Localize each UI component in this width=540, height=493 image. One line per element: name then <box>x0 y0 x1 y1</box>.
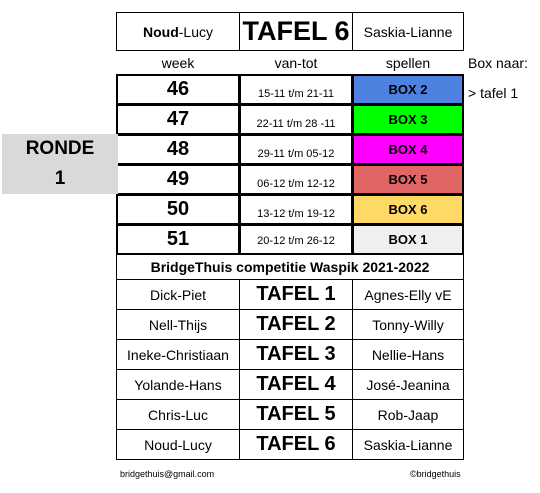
header-left-name-rest: -Lucy <box>178 23 213 40</box>
pair-left: Nell-Thijs <box>116 309 240 340</box>
footer-email: bridgethuis@gmail.com <box>120 469 215 479</box>
schedule-week: 50 <box>116 194 240 225</box>
pair-right: Agnes-Elly vE <box>352 279 464 310</box>
tafel-label: TAFEL 2 <box>239 309 353 340</box>
schedule-week: 47 <box>116 104 240 135</box>
schedule-range: 13-12 t/m 19-12 <box>239 194 353 225</box>
schedule-box: BOX 4 <box>352 134 464 165</box>
footer-copyright: ©bridgethuis <box>410 469 461 479</box>
schedule-range: 29-11 t/m 05-12 <box>239 134 353 165</box>
tafel-label: TAFEL 1 <box>239 279 353 310</box>
pair-left: Yolande-Hans <box>116 369 240 400</box>
ronde-label <box>2 134 118 194</box>
box-target: > tafel 1 <box>468 85 519 101</box>
pair-left: Ineke-Christiaan <box>116 339 240 370</box>
pair-left: Dick-Piet <box>116 279 240 310</box>
schedule-box: BOX 2 <box>352 74 464 105</box>
schedule-box: BOX 5 <box>352 164 464 195</box>
pair-left: Noud-Lucy <box>116 429 240 460</box>
header-right-pair: Saskia-Lianne <box>352 12 464 51</box>
header-title: TAFEL 6 <box>239 12 353 51</box>
schedule-range: 20-12 t/m 26-12 <box>239 224 353 255</box>
header-left-pair <box>116 12 240 51</box>
tafel-label: TAFEL 5 <box>239 399 353 430</box>
col-van-tot-heading: van-tot <box>274 55 318 71</box>
box-naar-label: Box naar: <box>468 55 528 71</box>
schedule-week: 51 <box>116 224 240 255</box>
schedule-box: BOX 1 <box>352 224 464 255</box>
pair-right: Tonny-Willy <box>352 309 464 340</box>
schedule-range: 06-12 t/m 12-12 <box>239 164 353 195</box>
col-week-heading: week <box>161 55 195 71</box>
pair-right: Rob-Jaap <box>352 399 464 430</box>
ronde-text: RONDE <box>25 138 95 159</box>
pair-right: Nellie-Hans <box>352 339 464 370</box>
schedule-week: 49 <box>116 164 240 195</box>
tafel-label: TAFEL 4 <box>239 369 353 400</box>
tafel-label: TAFEL 6 <box>239 429 353 460</box>
schedule-week: 48 <box>116 134 240 165</box>
schedule-range: 22-11 t/m 28 -11 <box>239 104 353 135</box>
pair-right: José-Jeanina <box>352 369 464 400</box>
schedule-box: BOX 3 <box>352 104 464 135</box>
col-spellen-heading: spellen <box>385 55 431 71</box>
header-left-name-bold: Noud <box>143 23 179 40</box>
ronde-number: 1 <box>54 168 66 189</box>
pair-right: Saskia-Lianne <box>352 429 464 460</box>
pair-left: Chris-Luc <box>116 399 240 430</box>
tafel-label: TAFEL 3 <box>239 339 353 370</box>
schedule-week: 46 <box>116 74 240 105</box>
schedule-range: 15-11 t/m 21-11 <box>239 74 353 105</box>
schedule-box: BOX 6 <box>352 194 464 225</box>
competition-title: BridgeThuis competitie Waspik 2021-2022 <box>116 254 464 280</box>
